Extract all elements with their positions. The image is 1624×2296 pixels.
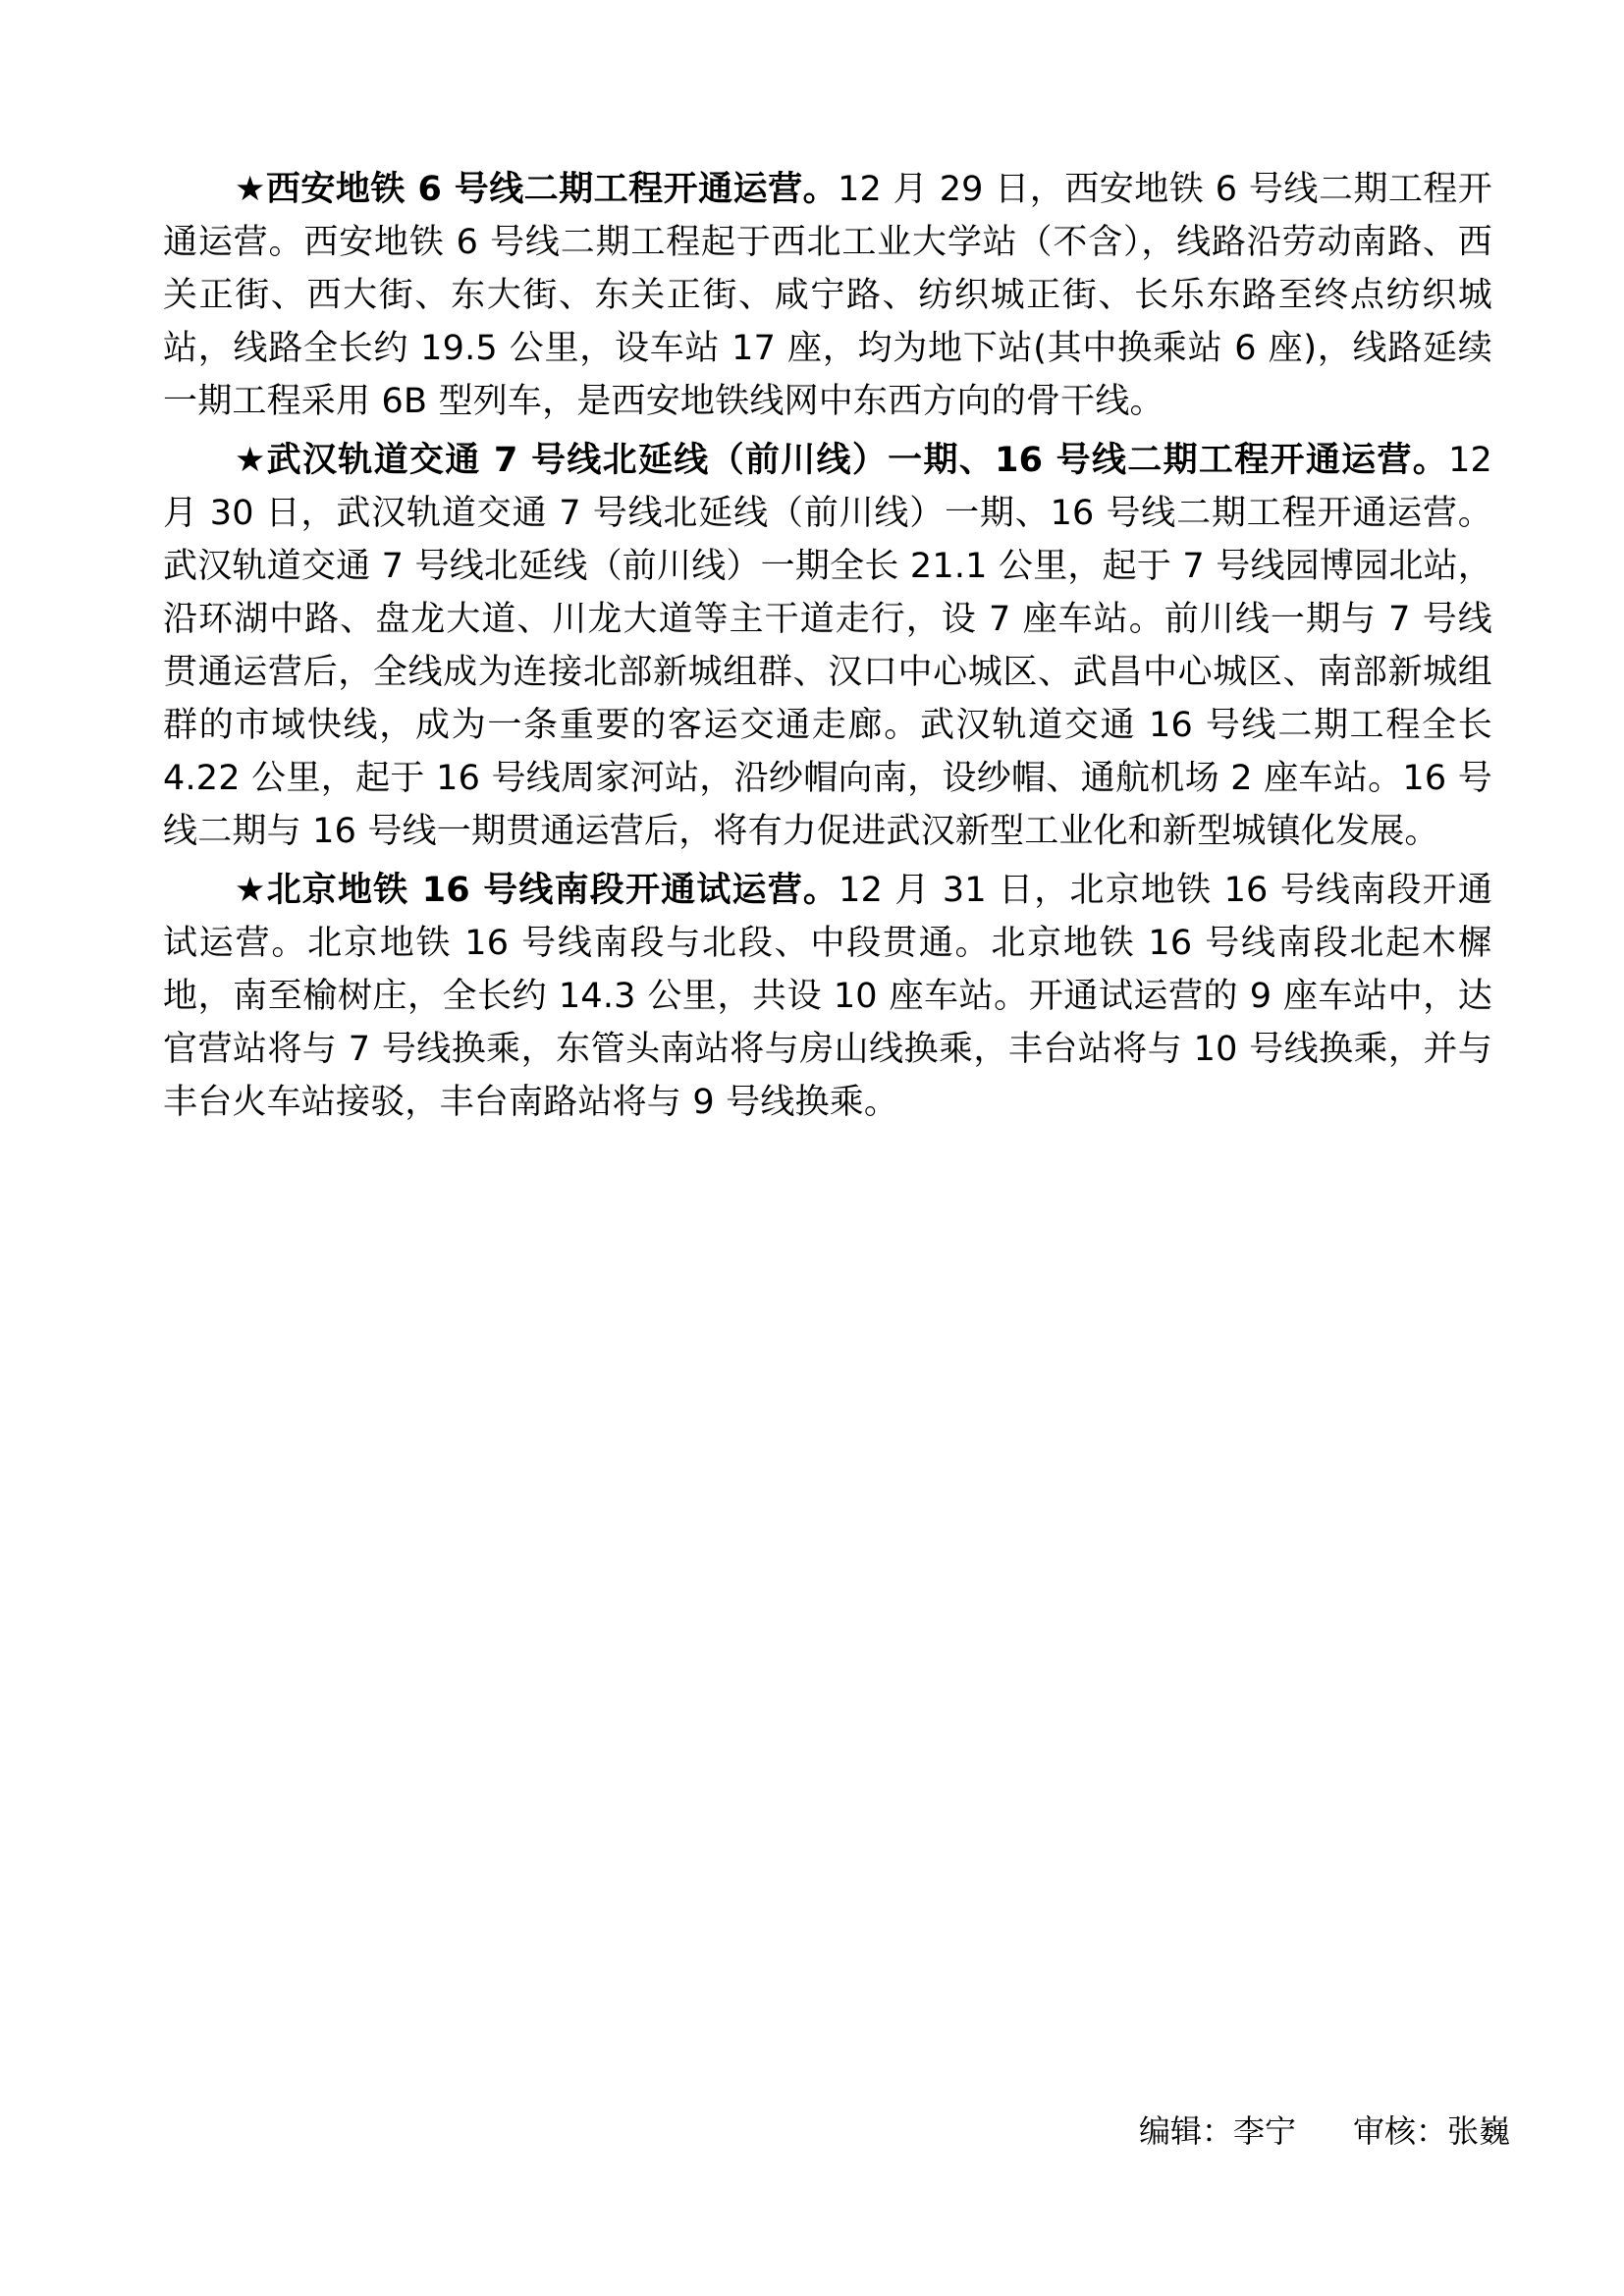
- editor-footer: [1139, 2109, 1532, 2153]
- news-content: [163, 163, 1492, 1135]
- news-title: ★西安地铁 6 号线二期工程开通运营。: [235, 170, 839, 209]
- reviewer-credit: 审核：张巍: [1353, 2112, 1511, 2150]
- news-title: ★北京地铁 16 号线南段开通试运营。: [235, 871, 839, 910]
- news-item-wuhan: [163, 434, 1492, 858]
- news-item-xian: [163, 163, 1492, 428]
- news-body: 12 月 31 日，北京地铁 16 号线南段开通试运营。北京地铁 16 号线南段与北段、中段贯通。北京地铁 16 号线南段北起木樨地，南至榆树庄，全长约 14.3 公里，共设 10 座车站。开通试运营的 9 座车站中，达官营站将与 7 号线换乘，东管头南站将与房山线换乘，丰台站将与 10 号线换乘，并与丰台火车站接驳，丰台南路站将与 9 号线换乘。: [163, 871, 1492, 1122]
- news-item-beijing: [163, 864, 1492, 1129]
- news-title: ★武汉轨道交通 7 号线北延线（前川线）一期、16 号线二期工程开通运营。: [235, 441, 1449, 480]
- news-body: 12 月 30 日，武汉轨道交通 7 号线北延线（前川线）一期、16 号线二期工程开通运营。武汉轨道交通 7 号线北延线（前川线）一期全长 21.1 公里，起于 7 号线园博园北站，沿环湖中路、盘龙大道、川龙大道等主干道走行，设 7 座车站。前川线一期与 7 号线贯通运营后，全线成为连接北部新城组群、汉口中心城区、武昌中心城区、南部新城组群的市域快线，成为一条重要的客运交通走廊。武汉轨道交通 16 号线二期工程全长 4.22 公里，起于 16 号线周家河站，沿纱帽向南，设纱帽、通航机场 2 座车站。16 号线二期与 16 号线一期贯通运营后，将有力促进武汉新型工业化和新型城镇化发展。: [163, 441, 1492, 851]
- editor-credit: 编辑：李宁: [1139, 2112, 1297, 2150]
- news-body: 12 月 29 日，西安地铁 6 号线二期工程开通运营。西安地铁 6 号线二期工程起于西北工业大学站（不含），线路沿劳动南路、西关正街、西大街、东大街、东关正街、咸宁路、纺织城正街、长乐东路至终点纺织城站，线路全长约 19.5 公里，设车站 17 座，均为地下站(其中换乘站 6 座)，线路延续一期工程采用 6B 型列车，是西安地铁线网中东西方向的骨干线。: [163, 170, 1492, 421]
